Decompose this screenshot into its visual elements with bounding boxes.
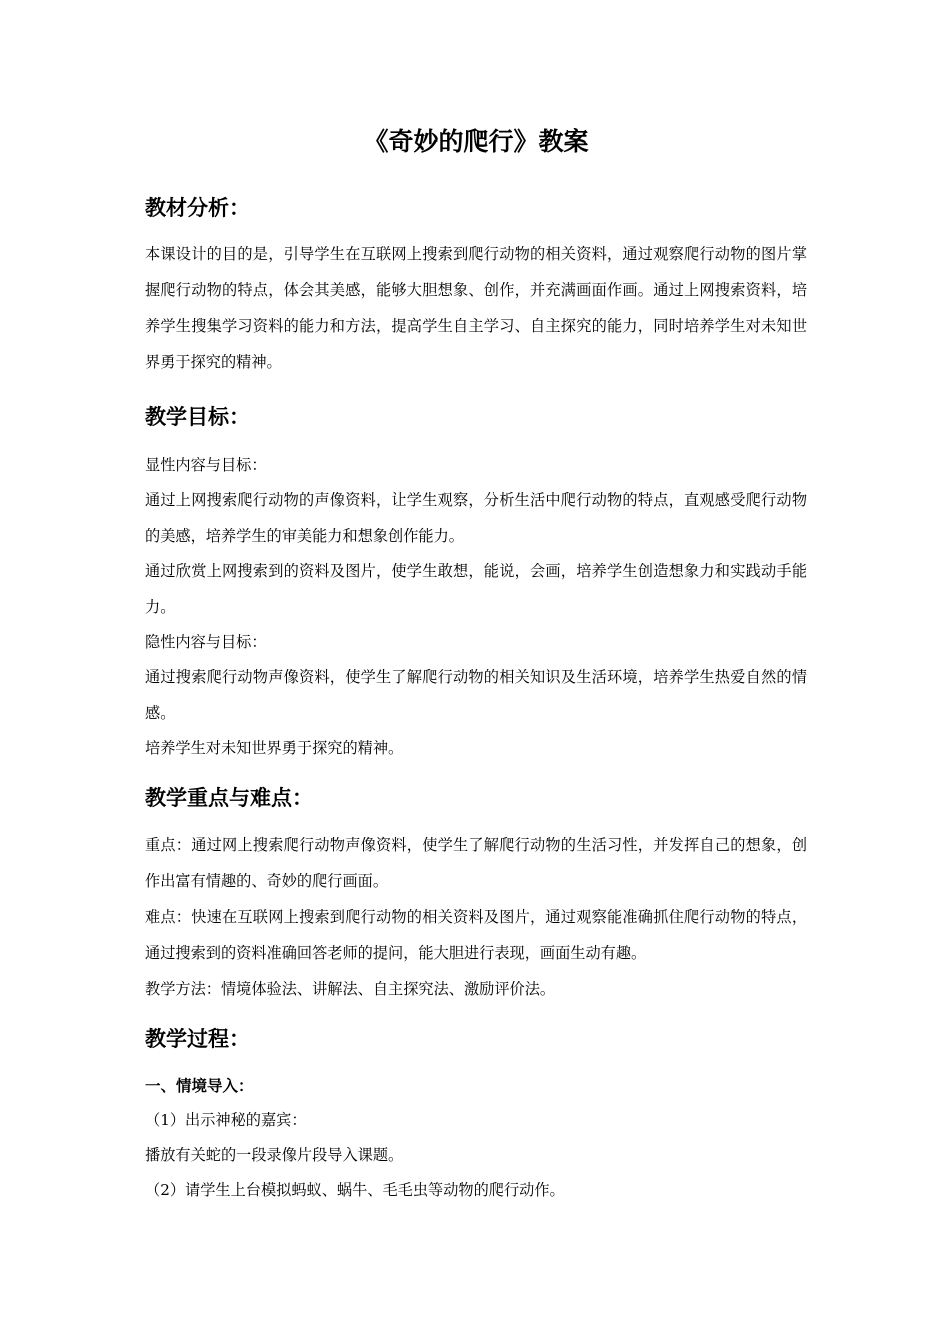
heading-teaching-goals: 教学目标： [145,405,250,429]
document-title: 《奇妙的爬行》教案 [363,127,589,156]
process-item-2: （2）请学生上台模拟蚂蚁、蜗牛、毛毛虫等动物的爬行动作。 [145,1181,565,1199]
explicit-goals-label: 显性内容与目标： [145,456,267,474]
process-item-1-detail: 播放有关蛇的一段录像片段导入课题。 [145,1146,404,1164]
heading-teaching-process: 教学过程： [145,1027,250,1051]
process-item-1: （1）出示神秘的嘉宾： [145,1111,307,1129]
implicit-goal-2: 培养学生对未知世界勇于探究的精神。 [145,739,404,757]
heading-key-points: 教学重点与难点： [145,786,313,810]
heading-material-analysis: 教材分析： [145,196,250,220]
difficulty-paragraph: 难点：快速在互联网上搜索到爬行动物的相关资料及图片，通过观察能准确抓住爬行动物的特点，通过搜索到的资料准确回答老师的提问，能大胆进行表现，画面生动有趣。 [145,908,807,962]
analysis-paragraph: 本课设计的目的是，引导学生在互联网上搜索到爬行动物的相关资料，通过观察爬行动物的图片掌握爬行动物的特点，体会其美感，能够大胆想象、创作，并充满画面作画。通过上网搜索资料，培养学生搜集学习资料的能力和方法，提高学生自主学习、自主探究的能力，同时培养学生对未知世界勇于探究的精神。 [145,245,807,371]
step1-heading: 一、情境导入： [145,1077,254,1095]
teaching-methods: 教学方法：情境体验法、讲解法、自主探究法、激励评价法。 [145,980,556,998]
implicit-goals-label: 隐性内容与目标： [145,633,267,651]
key-point-paragraph: 重点：通过网上搜索爬行动物声像资料，使学生了解爬行动物的生活习性，并发挥自己的想象，创作出富有情趣的、奇妙的爬行画面。 [145,836,807,890]
explicit-goal-1: 通过上网搜索爬行动物的声像资料，让学生观察，分析生活中爬行动物的特点，直观感受爬行动物的美感，培养学生的审美能力和想象创作能力。 [145,491,807,545]
explicit-goal-2: 通过欣赏上网搜索到的资料及图片，使学生敢想，能说，会画，培养学生创造想象力和实践动手能力。 [145,562,807,616]
implicit-goal-1: 通过搜索爬行动物声像资料，使学生了解爬行动物的相关知识及生活环境，培养学生热爱自然的情感。 [145,668,807,722]
